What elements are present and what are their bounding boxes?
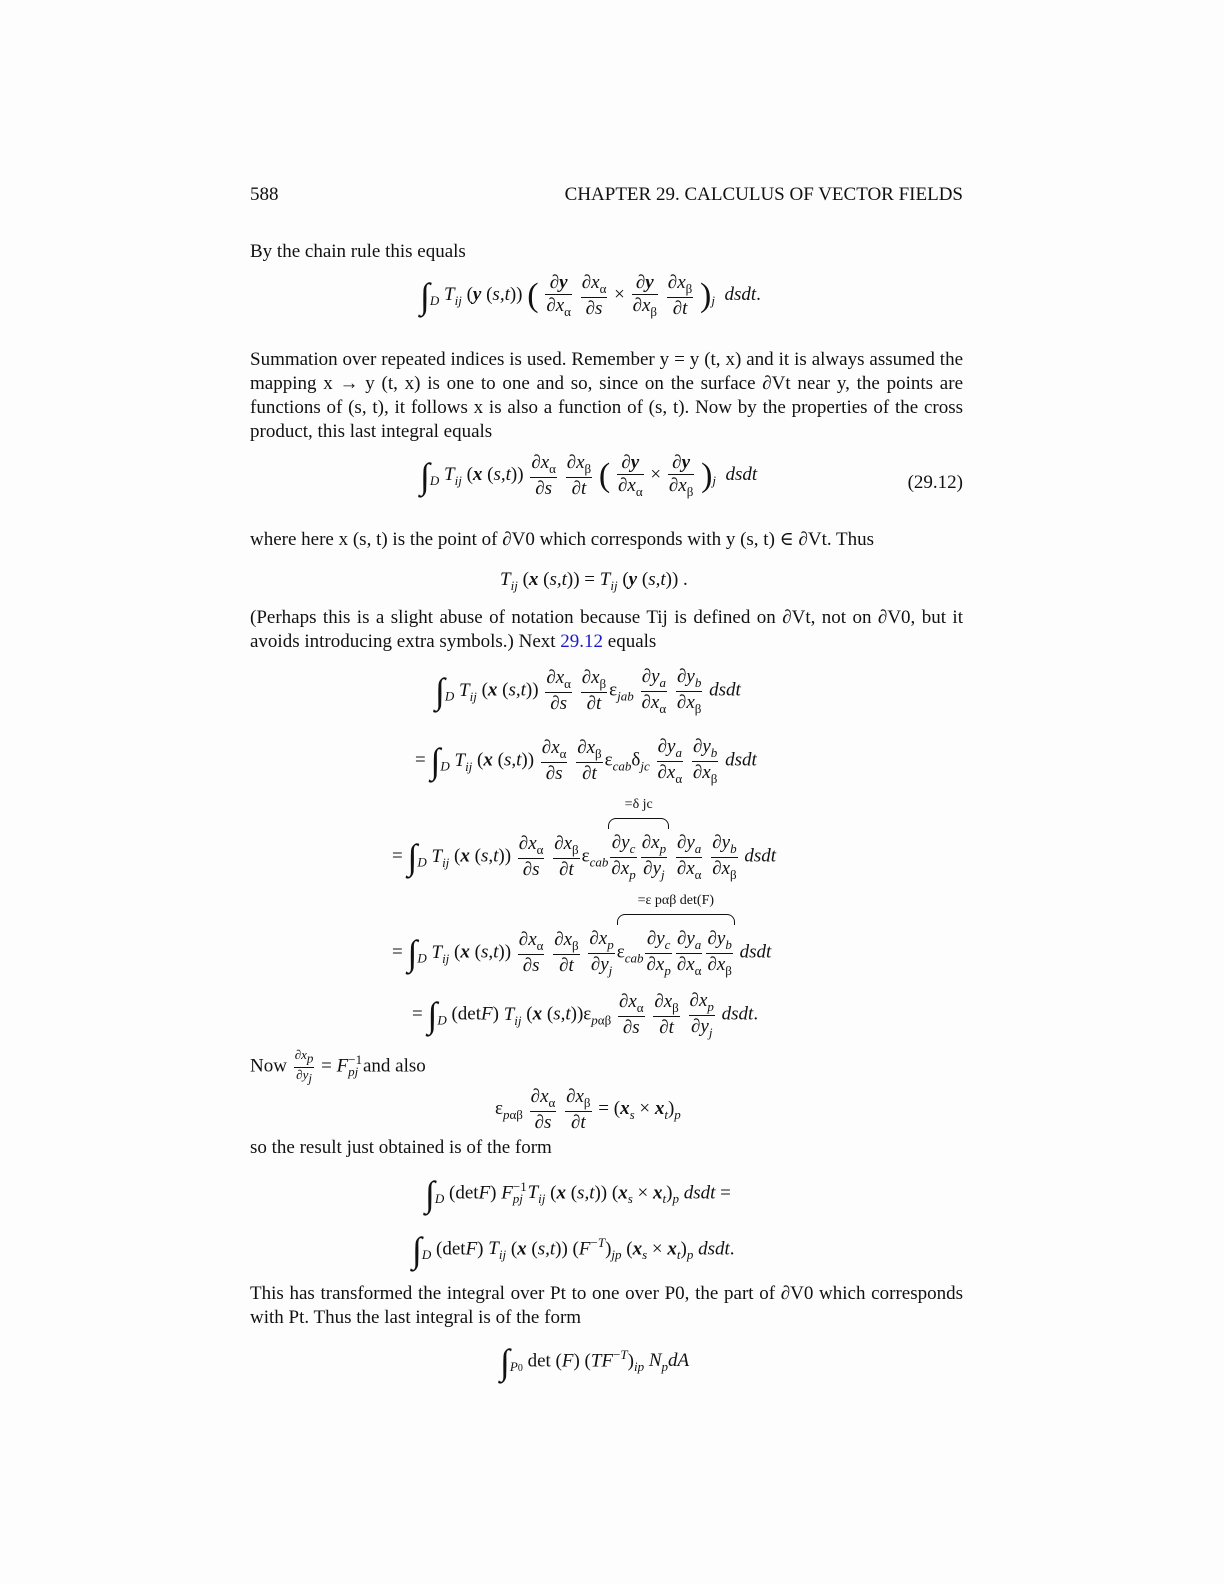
derivation-line-5: = $\int_D$ (detF) $T_{ij}$ (x $(s,t))\varepsilon_{p\alpha\beta}$ $\frac{\partial x_\alpha}{\partial s}$ $\frac{\partial x_\beta}{\partial t}$ $\frac{\partial x_p}{\partial y_j}$ dsdt. <box>412 990 759 1040</box>
page-number: 588 <box>250 184 279 205</box>
overbrace-delta: =δ jc $\frac{\partial y_c}{\partial x_p}$ $\frac{\partial x_p}{\partial y_j}$ <box>608 832 669 882</box>
paragraph-where-here: where here x (s, t) is the point of ∂V0 which corresponds with y (s, t) ∈ ∂Vt. Thus <box>250 529 875 550</box>
derivation-line-4: = $\int_D$ $T_{ij}$ (x (s,t)) $\frac{\partial x_\alpha}{\partial s}$ $\frac{\partial x_\beta}{\partial t}$ $\frac{\partial x_p}{\partial y_j}$ =ε pαβ det(F) $\varepsilon_{cab}$ $\frac{\partial y_c}{\partial x_p}$ $\frac{\partial y_a}{\partial x_\alpha}$ $\frac{\partial y_b}{\partial x_\beta}$ dsdt <box>392 893 772 978</box>
equation-cross-product: $\varepsilon_{p\alpha\beta}$ $\frac{\partial x_\alpha}{\partial s}$ $\frac{\partial x_\beta}{\partial t}$ = $(x_s \times x_t)_p$ <box>495 1086 681 1133</box>
equation-tij-equality: $T_{ij}$ (x $(s,t)) = T_{ij}$ (y (s,t)) . <box>500 569 688 593</box>
derivation-line-1: $\int_D$ $T_{ij}$ (x (s,t)) $\frac{\partial x_\alpha}{\partial s}$ $\frac{\partial x_\beta}{\partial t}$ $\varepsilon_{jab}$ $\frac{\partial y_a}{\partial x_\alpha}$ $\frac{\partial y_b}{\partial x_\beta}$ dsdt <box>435 666 741 716</box>
paragraph-transformed: This has transformed the integral over Pt to one over P0, the part of ∂V0 which corresponds with Pt. Thus the last integral is of the form <box>250 1283 963 1328</box>
equation-final: $\int_{P0}$ det (F) $(TF^{-T})_{ip}$ $N_pdA$ <box>500 1342 690 1382</box>
equation-link[interactable]: 29.12 <box>560 631 604 652</box>
paragraph-chain-rule: By the chain rule this equals <box>250 241 466 262</box>
paragraph-summation: Summation over repeated indices is used. Remember y = y (t, x) and it is always assumed the mapping x → y (t, x) is one to one and so, since on the surface ∂Vt near y, the points are functions of (s, t), it follows x is also a function of (s, t). Now by the properties of the cross product, this last integral equals <box>250 349 963 442</box>
overbrace-epsilon: =ε pαβ det(F) $\varepsilon_{cab}$ $\frac{\partial y_c}{\partial x_p}$ $\frac{\partial y_a}{\partial x_\alpha}$ $\frac{\partial y_b}{\partial x_\beta}$ <box>617 928 735 978</box>
equation-form-2: $\int_D$ (detF) $T_{ij}$ (x (s,t)) $(F^{-T})_{jp}$ $(x_s \times x_t)_p$ dsdt. <box>412 1230 735 1270</box>
equation-chain-rule: $\int_D$ $T_{ij}$ (y (s,t)) ( $\frac{\partial y}{\partial x_\alpha}$ $\frac{\partial x_\alpha}{\partial s}$ × $\frac{\partial y}{\partial x_\beta}$ $\frac{\partial x_\beta}{\partial t}$ )$_j$ dsdt. <box>420 272 761 319</box>
page <box>250 180 963 1560</box>
equation-29-12: $\int_D$ $T_{ij}$ (x (s,t)) $\frac{\partial x_\alpha}{\partial s}$ $\frac{\partial x_\beta}{\partial t}$ ( $\frac{\partial y}{\partial x_\alpha}$ × $\frac{\partial y}{\partial x_\beta}$ )$_j$ dsdt <box>420 452 758 499</box>
equation-number: (29.12) <box>907 472 963 493</box>
chapter-title: CHAPTER 29. CALCULUS OF VECTOR FIELDS <box>564 184 963 205</box>
paragraph-now: Now $\frac{\partial x_p}{\partial y_j}$ = $F^{-1}_{pj}$ and also <box>250 1047 426 1086</box>
derivation-line-2: = $\int_D$ $T_{ij}$ (x (s,t)) $\frac{\partial x_\alpha}{\partial s}$ $\frac{\partial x_\beta}{\partial t}$ $\varepsilon_{cab}\delta_{jc}$ $\frac{\partial y_a}{\partial x_\alpha}$ $\frac{\partial y_b}{\partial x_\beta}$ dsdt <box>415 736 757 786</box>
paragraph-perhaps: (Perhaps this is a slight abuse of notation because Tij is defined on ∂Vt, not on ∂V0, but it avoids introducing extra symbols.) Next 29.12 equals <box>250 607 963 652</box>
derivation-line-3: = $\int_D$ $T_{ij}$ (x (s,t)) $\frac{\partial x_\alpha}{\partial s}$ $\frac{\partial x_\beta}{\partial t}$ $\varepsilon_{cab}$ =δ jc $\frac{\partial y_c}{\partial x_p}$ $\frac{\partial x_p}{\partial y_j}$ $\frac{\partial y_a}{\partial x_\alpha}$ $\frac{\partial y_b}{\partial x_\beta}$ dsdt <box>392 797 777 882</box>
equation-form-1: $\int_D$ (detF) $F^{-1}_{pj}$ $T_{ij}$ (x (s,t)) $(x_s \times x_t)_p$ dsdt = <box>425 1174 731 1214</box>
paragraph-result: so the result just obtained is of the form <box>250 1137 552 1158</box>
